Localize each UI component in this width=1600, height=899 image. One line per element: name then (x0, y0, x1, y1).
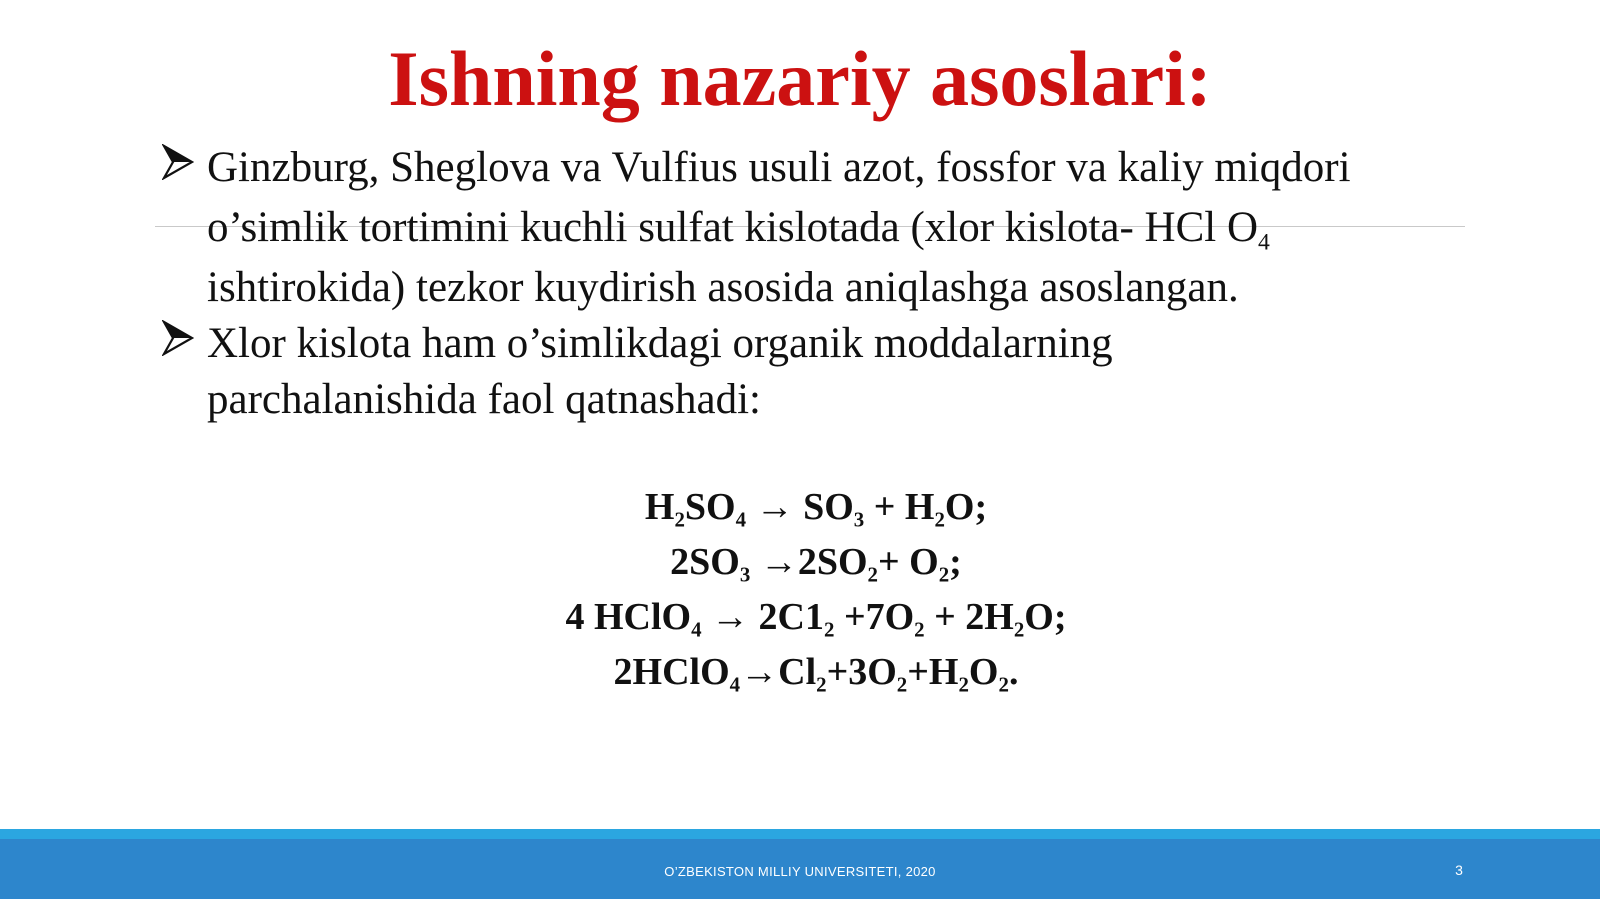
footer-text: O’ZBEKISTON MILLIY UNIVERSITETI, 2020 (664, 864, 936, 879)
equation-3 (0, 590, 1600, 645)
footer-accent-strip (0, 829, 1600, 839)
bullet-item (162, 316, 1462, 428)
eq-part: 4 HClO (565, 596, 692, 638)
eq-part: O; (1024, 596, 1067, 638)
eq-part: →2SO (750, 541, 868, 583)
subscript: 2 (674, 507, 685, 532)
footer-bar (0, 839, 1600, 899)
subscript: 2 (914, 617, 925, 642)
bullet-line: ishtirokida) tezkor kuydirish asosida aniqlashga asoslangan. (207, 264, 1239, 311)
eq-part: +7O (834, 596, 915, 638)
equations-block (0, 480, 1600, 700)
subscript: 2 (816, 672, 827, 697)
bullet-line-text: o’simlik tortimini kuchli sulfat kislotada (xlor kislota- HCl O (207, 204, 1259, 251)
eq-part: + H (864, 486, 935, 528)
arrowhead-bullet-icon (162, 144, 194, 180)
equation-4 (0, 645, 1600, 700)
bullet-list (162, 140, 1462, 428)
eq-part: + 2H (924, 596, 1014, 638)
eq-part: H (644, 486, 675, 528)
slide-title: Ishning nazariy asoslari: (388, 35, 1212, 122)
eq-part: →Cl (740, 651, 817, 693)
eq-part: +3O (826, 651, 897, 693)
subscript: 4 (691, 617, 702, 642)
eq-part: 2HClO (613, 651, 730, 693)
eq-part: 2SO (670, 541, 740, 583)
subscript: 2 (938, 562, 950, 587)
eq-part: → SO (746, 486, 854, 528)
bullet-line: Xlor kislota ham o’simlikdagi organik moddalarning (207, 320, 1113, 367)
subscript: 3 (739, 562, 751, 587)
eq-part: SO (684, 486, 736, 528)
eq-part: + O (877, 541, 939, 583)
subscript: 2 (934, 507, 945, 532)
eq-part: +H (907, 651, 959, 693)
bullet-item (162, 140, 1462, 316)
equation-1 (0, 480, 1600, 535)
eq-part: O; (944, 486, 988, 528)
bullet-line: Ginzburg, Sheglova va Vulfius usuli azot, fossfor va kaliy miqdori (207, 144, 1351, 191)
subscript: 4 (735, 507, 747, 532)
subscript: 3 (853, 507, 865, 532)
subscript: 2 (958, 672, 969, 697)
page-number: 3 (1455, 862, 1463, 878)
eq-part: ; (949, 541, 962, 583)
subscript: 2 (998, 672, 1009, 697)
equation-2 (0, 535, 1600, 590)
subscript: 4 (1258, 229, 1270, 256)
bullet-line: parchalanishida faol qatnashadi: (207, 376, 762, 423)
eq-part: O (968, 651, 999, 693)
arrowhead-bullet-icon (162, 320, 194, 356)
eq-part: → 2C1 (701, 596, 824, 638)
subscript: 2 (1013, 617, 1025, 642)
bullet-line (207, 196, 1462, 260)
subscript: 2 (824, 617, 835, 642)
subscript: 4 (729, 672, 741, 697)
subscript: 2 (896, 672, 908, 697)
eq-part: . (1008, 651, 1019, 693)
subscript: 2 (867, 562, 878, 587)
